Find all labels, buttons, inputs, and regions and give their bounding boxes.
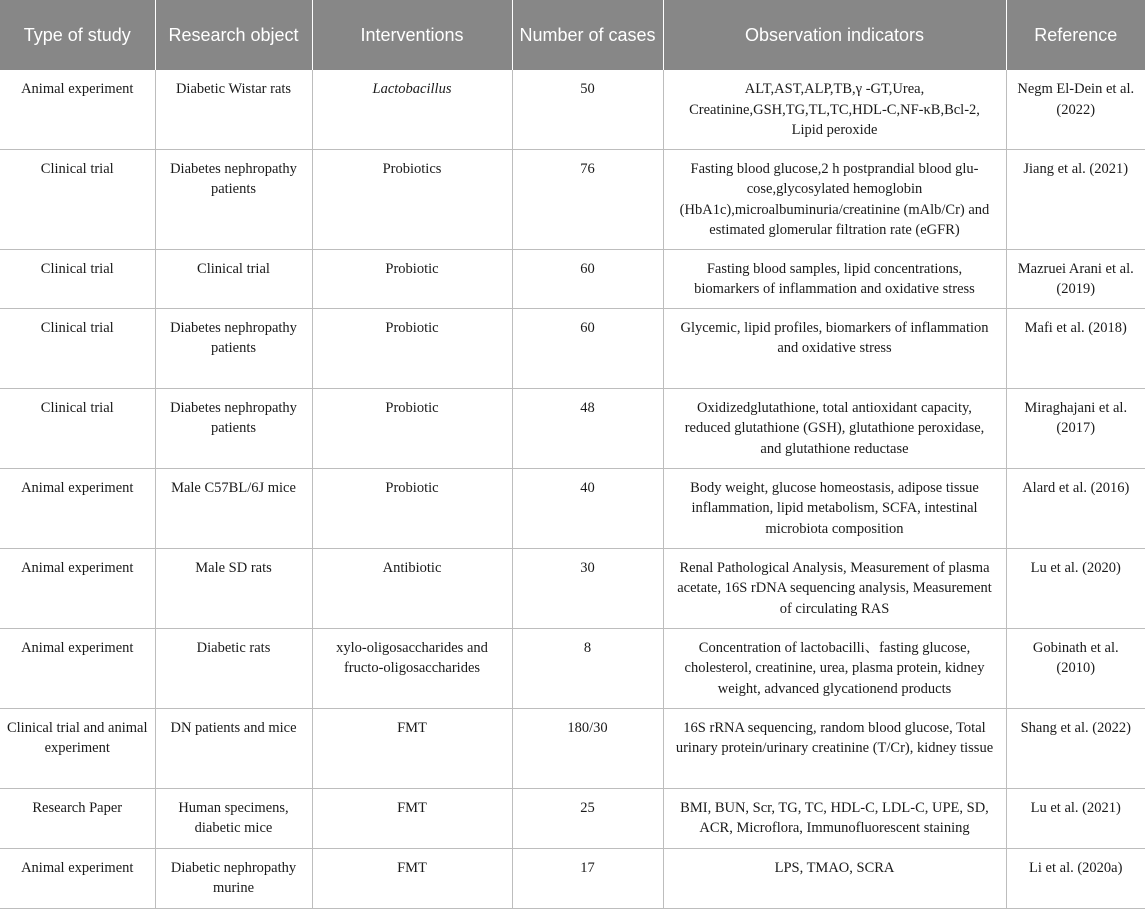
cell-object: DN patients and mice [155, 708, 312, 788]
cell-reference: Li et al. (2020a) [1006, 848, 1145, 908]
cell-intervention: FMT [312, 788, 512, 848]
table-row [0, 468, 1145, 548]
cell-indicators: 16S rRNA sequencing, random blood glucose, Total urinary protein/urinary creatinine (T/Cr), kidney tissue [663, 708, 1006, 788]
table-row [0, 708, 1145, 788]
header-interventions: Interventions [312, 0, 512, 70]
cell-type: Clinical trial [0, 308, 155, 388]
cell-indicators: Renal Pathological Analysis, Measurement of plasma acetate, 16S rDNA sequencing analysis, Measurement of circulating RAS [663, 548, 1006, 628]
cell-indicators: BMI, BUN, Scr, TG, TC, HDL-C, LDL-C, UPE, SD, ACR, Microflora, Immunofluorescent staining [663, 788, 1006, 848]
cell-cases: 60 [512, 249, 663, 308]
cell-indicators: Oxidizedglutathione, total antioxidant capacity, reduced glutathione (GSH), glutathione peroxidase, and glutathione reductase [663, 388, 1006, 468]
table-row [0, 388, 1145, 468]
header-type-of-study: Type of study [0, 0, 155, 70]
cell-reference: Miraghajani et al. (2017) [1006, 388, 1145, 468]
cell-indicators: ALT,AST,ALP,TB,γ -GT,Urea, Creatinine,GSH,TG,TL,TC,HDL-C,NF-κB,Bcl-2, Lipid peroxide [663, 70, 1006, 149]
table-row [0, 548, 1145, 628]
cell-type: Animal experiment [0, 70, 155, 149]
cell-intervention: Antibiotic [312, 548, 512, 628]
table-header [0, 0, 1145, 70]
cell-cases: 30 [512, 548, 663, 628]
table-row [0, 70, 1145, 149]
cell-type: Clinical trial [0, 249, 155, 308]
cell-intervention: Probiotic [312, 388, 512, 468]
cell-intervention: Probiotic [312, 249, 512, 308]
table-row [0, 848, 1145, 908]
cell-reference: Mafi et al. (2018) [1006, 308, 1145, 388]
cell-object: Male SD rats [155, 548, 312, 628]
cell-reference: Lu et al. (2020) [1006, 548, 1145, 628]
cell-cases: 25 [512, 788, 663, 848]
header-row [0, 0, 1145, 70]
cell-cases: 17 [512, 848, 663, 908]
cell-object: Diabetic Wistar rats [155, 70, 312, 149]
cell-type: Clinical trial [0, 388, 155, 468]
header-research-object: Research object [155, 0, 312, 70]
cell-object: Diabetes nephropathy patients [155, 149, 312, 249]
cell-type: Animal experiment [0, 468, 155, 548]
cell-indicators: Fasting blood samples, lipid concentrations, biomarkers of inflammation and oxidative stress [663, 249, 1006, 308]
cell-object: Diabetic rats [155, 628, 312, 708]
cell-reference: Alard et al. (2016) [1006, 468, 1145, 548]
cell-intervention: Probiotic [312, 308, 512, 388]
cell-reference: Gobinath et al. (2010) [1006, 628, 1145, 708]
cell-reference: Negm El-Dein et al. (2022) [1006, 70, 1145, 149]
table-row [0, 149, 1145, 249]
cell-intervention: Probiotic [312, 468, 512, 548]
cell-intervention: Probiotics [312, 149, 512, 249]
cell-cases: 50 [512, 70, 663, 149]
cell-type: Animal experiment [0, 628, 155, 708]
cell-type: Research Paper [0, 788, 155, 848]
cell-indicators: Concentration of lactobacilli、fasting glucose, cholesterol, creatinine, urea, plasma protein, kidney weight, advanced glycationend products [663, 628, 1006, 708]
cell-reference: Mazruei Arani et al. (2019) [1006, 249, 1145, 308]
cell-object: Human specimens, diabetic mice [155, 788, 312, 848]
cell-object: Diabetes nephropathy patients [155, 388, 312, 468]
cell-intervention: Lactobacillus [312, 70, 512, 149]
cell-object: Male C57BL/6J mice [155, 468, 312, 548]
cell-object: Clinical trial [155, 249, 312, 308]
cell-indicators: Glycemic, lipid profiles, biomarkers of inflammation and oxidative stress [663, 308, 1006, 388]
table-row [0, 249, 1145, 308]
table-body [0, 70, 1145, 908]
header-number-of-cases: Number of cases [512, 0, 663, 70]
header-reference: Reference [1006, 0, 1145, 70]
cell-cases: 76 [512, 149, 663, 249]
cell-type: Animal experiment [0, 848, 155, 908]
cell-type: Clinical trial and animal experiment [0, 708, 155, 788]
cell-intervention: FMT [312, 708, 512, 788]
cell-indicators: Fasting blood glucose,2 h postprandial blood glu-cose,glycosylated hemoglobin (HbA1c),microalbuminuria/creatinine (mAlb/Cr) and estimated glomerular filtration rate (eGFR) [663, 149, 1006, 249]
cell-reference: Jiang et al. (2021) [1006, 149, 1145, 249]
header-observation-indicators: Observation indicators [663, 0, 1006, 70]
cell-object: Diabetes nephropathy patients [155, 308, 312, 388]
cell-cases: 48 [512, 388, 663, 468]
cell-intervention: FMT [312, 848, 512, 908]
table-row [0, 788, 1145, 848]
table-row [0, 308, 1145, 388]
cell-intervention: xylo-oligosaccharides and fructo-oligosaccharides [312, 628, 512, 708]
cell-cases: 8 [512, 628, 663, 708]
cell-type: Clinical trial [0, 149, 155, 249]
cell-reference: Shang et al. (2022) [1006, 708, 1145, 788]
cell-indicators: Body weight, glucose homeostasis, adipose tissue inflammation, lipid metabolism, SCFA, intestinal microbiota composition [663, 468, 1006, 548]
cell-cases: 40 [512, 468, 663, 548]
table-row [0, 628, 1145, 708]
cell-object: Diabetic nephropathy murine [155, 848, 312, 908]
cell-type: Animal experiment [0, 548, 155, 628]
cell-cases: 60 [512, 308, 663, 388]
cell-indicators: LPS, TMAO, SCRA [663, 848, 1006, 908]
cell-cases: 180/30 [512, 708, 663, 788]
cell-reference: Lu et al. (2021) [1006, 788, 1145, 848]
